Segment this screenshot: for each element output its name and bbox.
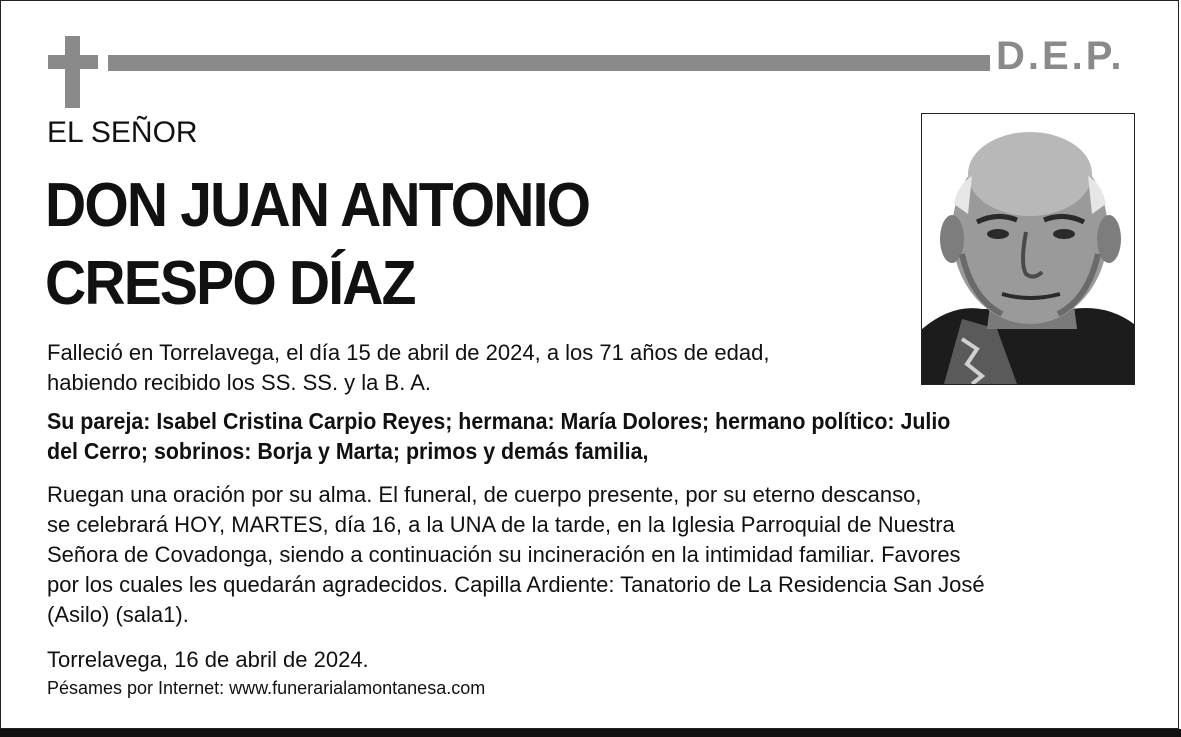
dep-label: D.E.P. bbox=[996, 34, 1125, 78]
funeral-paragraph bbox=[47, 480, 985, 630]
place-date: Torrelavega, 16 de abril de 2024. bbox=[47, 647, 369, 672]
death-paragraph bbox=[47, 338, 769, 398]
funeral-line: por los cuales les quedarán agradecidos. Capilla Ardiente: Tanatorio de La Residencia San José bbox=[47, 572, 985, 597]
bottom-border bbox=[0, 729, 1181, 737]
portrait-photo bbox=[921, 113, 1135, 385]
death-line: Falleció en Torrelavega, el día 15 de abril de 2024, a los 71 años de edad, bbox=[47, 340, 770, 365]
family-line: del Cerro; sobrinos: Borja y Marta; primos y demás familia, bbox=[47, 438, 649, 464]
funeral-line: se celebrará HOY, MARTES, día 16, a la UNA de la tarde, en la Iglesia Parroquial de Nuestra bbox=[47, 512, 955, 537]
funeral-line: (Asilo) (sala1). bbox=[47, 602, 189, 627]
death-line: habiendo recibido los SS. SS. y la B. A. bbox=[47, 370, 432, 395]
deceased-name-line2: CRESPO DÍAZ bbox=[45, 249, 415, 318]
family-line: Su pareja: Isabel Cristina Carpio Reyes; hermana: María Dolores; hermano político: Julio bbox=[47, 408, 951, 434]
deceased-name-line1: DON JUAN ANTONIO bbox=[45, 171, 590, 240]
title-prefix: EL SEÑOR bbox=[47, 116, 198, 149]
funeral-line: Señora de Covadonga, siendo a continuación su incineración en la intimidad familiar. Favores bbox=[47, 542, 961, 567]
cross-icon bbox=[48, 36, 98, 108]
funeral-line: Ruegan una oración por su alma. El funeral, de cuerpo presente, por su eterno descanso, bbox=[47, 482, 922, 507]
condolences-website: Pésames por Internet: www.funerarialamontanesa.com bbox=[47, 678, 486, 698]
family-paragraph bbox=[47, 406, 950, 466]
header-rule bbox=[108, 55, 990, 71]
